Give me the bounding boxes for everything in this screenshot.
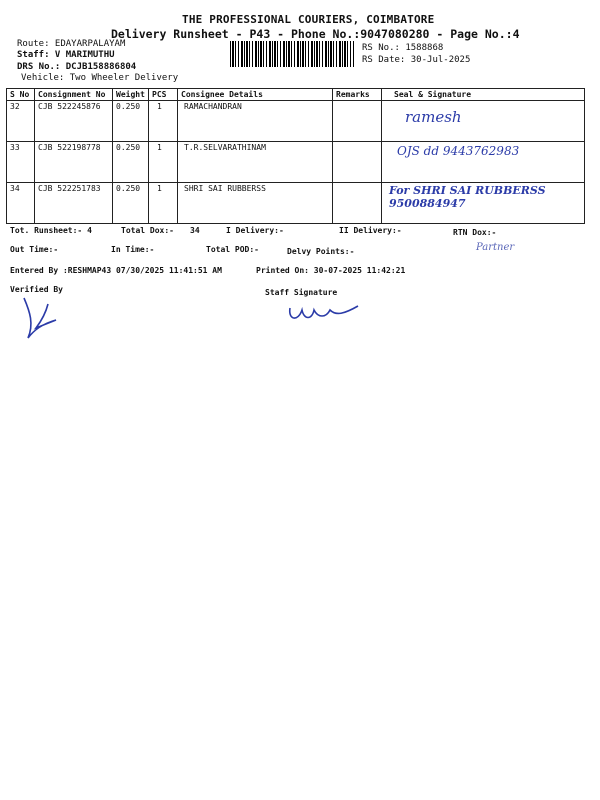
cell-consignment: CJB 522198778 (35, 142, 113, 183)
table-row (7, 183, 585, 224)
staff-signature-mark (286, 296, 362, 326)
cell-weight: 0.250 (113, 183, 149, 224)
table-row (7, 142, 585, 183)
cell-sno: 32 (7, 101, 35, 142)
verified-by: Verified By (10, 285, 63, 294)
in-time: In Time:- (111, 245, 155, 254)
company-title: THE PROFESSIONAL COURIERS, COIMBATORE (182, 13, 435, 26)
ii-delivery: II Delivery:- (339, 226, 402, 235)
delvy-points: Delvy Points:- (287, 247, 355, 256)
cell-remarks (333, 183, 382, 224)
total-dox-value: 34 (190, 226, 200, 235)
header-remarks: Remarks (333, 89, 382, 101)
cell-weight: 0.250 (113, 142, 149, 183)
vehicle: Vehicle: Two Wheeler Delivery (21, 73, 179, 83)
handwritten-signature: OJS dd 9443762983 (397, 144, 520, 158)
runsheet-table (6, 88, 585, 224)
table-header-row (7, 89, 585, 101)
cell-signature (382, 183, 585, 224)
cell-consignment: CJB 522251783 (35, 183, 113, 224)
total-pod: Total POD:- (206, 245, 259, 254)
verified-signature-mark (16, 294, 66, 342)
header-consignment: Consignment No (35, 89, 113, 101)
staff: Staff: V MARIMUTHU (17, 50, 115, 60)
header-pcs: PCS (149, 89, 178, 101)
runsheet-title: Delivery Runsheet - P43 - Phone No.:9047080280 - Page No.:4 (111, 27, 520, 41)
header-consignee: Consignee Details (178, 89, 333, 101)
partner-stamp: Partner (476, 242, 515, 253)
total-dox-label: Total Dox:- (121, 226, 174, 235)
cell-consignee: RAMACHANDRAN (178, 101, 333, 142)
cell-consignee: SHRI SAI RUBBERSS (178, 183, 333, 224)
entered-by: Entered By :RESHMAP43 07/30/2025 11:41:51 AM (10, 266, 222, 275)
cell-weight: 0.250 (113, 101, 149, 142)
cell-remarks (333, 142, 382, 183)
cell-sno: 34 (7, 183, 35, 224)
header-signature: Seal & Signature (382, 89, 585, 101)
company-stamp-signature: For SHRI SAI RUBBERSS 9500884947 (389, 184, 546, 210)
cell-pcs: 1 (149, 101, 178, 142)
cell-signature (382, 101, 585, 142)
cell-consignee: T.R.SELVARATHINAM (178, 142, 333, 183)
rtn-dox: RTN Dox:- (453, 228, 497, 237)
staff-signature-label: Staff Signature (265, 288, 338, 297)
cell-remarks (333, 101, 382, 142)
i-delivery: I Delivery:- (226, 226, 284, 235)
handwritten-signature: ramesh (405, 108, 462, 126)
drs-number: DRS No.: DCJB158886804 (17, 62, 137, 72)
cell-signature (382, 142, 585, 183)
tot-runsheet: Tot. Runsheet:- 4 (10, 226, 92, 235)
barcode (230, 41, 354, 67)
header-sno: S No (7, 89, 35, 101)
rs-number: RS No.: 1588868 (362, 43, 444, 53)
header-weight: Weight (113, 89, 149, 101)
route: Route: EDAYARPALAYAM (17, 39, 126, 49)
out-time: Out Time:- (10, 245, 59, 254)
cell-sno: 33 (7, 142, 35, 183)
printed-on: Printed On: 30-07-2025 11:42:21 (256, 266, 406, 275)
cell-pcs: 1 (149, 183, 178, 224)
cell-consignment: CJB 522245876 (35, 101, 113, 142)
cell-pcs: 1 (149, 142, 178, 183)
rs-date: RS Date: 30-Jul-2025 (362, 55, 471, 65)
table-row (7, 101, 585, 142)
